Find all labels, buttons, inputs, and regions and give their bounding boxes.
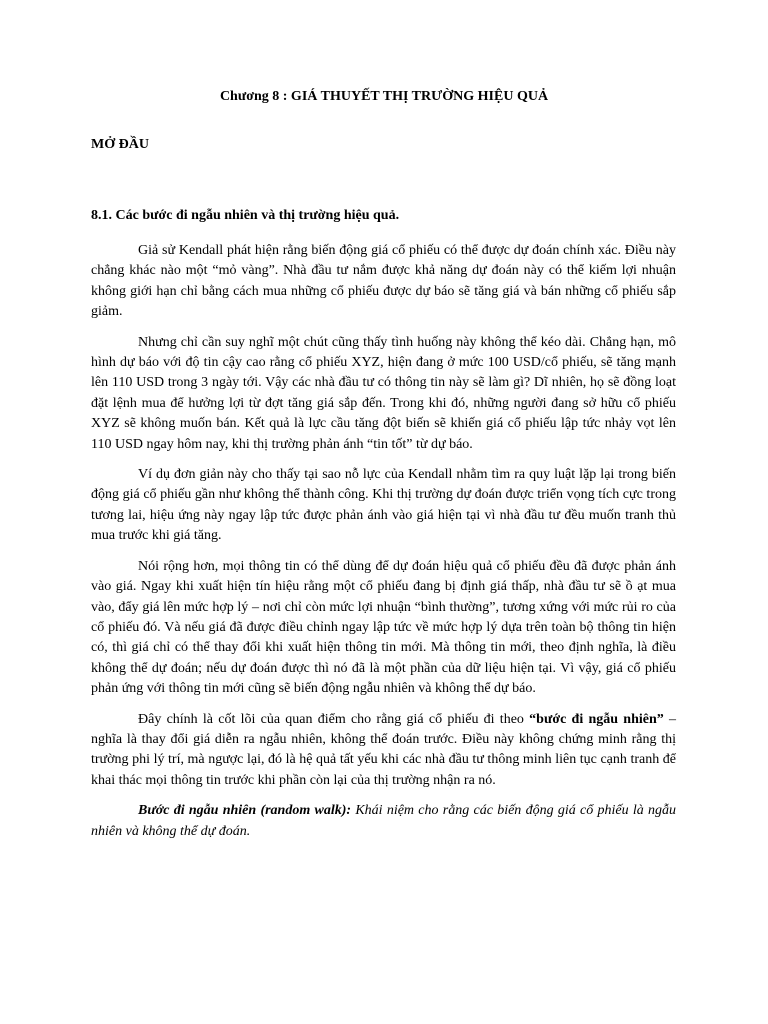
chapter-title: Chương 8 : GIÁ THUYẾT THỊ TRƯỜNG HIỆU QUẢ [219,89,549,104]
paragraph: Nhưng chỉ cần suy nghĩ một chút cũng thấy tình huống này không thể kéo dài. Chẳng hạn, mô hình dự báo với độ tin cậy cao rằng cổ phiếu XYZ, hiện đang ở mức 100 USD/cổ phiếu, sẽ tăng mạnh lên 110 USD trong 3 ngày tới. Vậy các nhà đầu tư có thông tin này sẽ làm gì? Dĩ nhiên, họ sẽ đồng loạt đặt lệnh mua để hưởng lợi từ đợt tăng giá sắp đến. Trong khi đó, những người đang sở hữu cổ phiếu XYZ sẽ không muốn bán. Kết quả là lực cầu tăng đột biến sẽ khiến giá cổ phiếu lập tức nhảy vọt lên 110 USD ngay hôm nay, khi thị trường phản ánh “tin tốt” từ dự báo. [91,334,676,452]
definition-paragraph [91,801,676,842]
paragraph-text: – nghĩa là thay đổi giá diễn ra ngẫu nhiên, không thể đoán trước. Điều này không chứng minh rằng thị trường phi lý trí, mà ngược lại, đó là hệ quả tất yếu khi các nhà đầu tư thông minh liên tục cạnh tranh để khai thác mọi thông tin trước khi phần còn lại của thị trường nhận ra nó. [91,711,676,788]
paragraph: Giả sử Kendall phát hiện rằng biến động giá cổ phiếu có thể được dự đoán chính xác. Điều này chẳng khác nào một “mỏ vàng”. Nhà đầu tư nắm được khả năng dự đoán này có thể kiếm lợi nhuận không giới hạn chỉ bằng cách mua những cổ phiếu được dự báo sẽ tăng giá và bán những cổ phiếu sắp giảm. [91,243,676,320]
paragraph-text: Đây chính là cốt lõi của quan điểm cho rằng giá cổ phiếu đi theo [138,711,530,727]
paragraph-random-walk [91,710,676,792]
body-text [91,241,676,842]
paragraph: Ví dụ đơn giản này cho thấy tại sao nỗ lực của Kendall nhằm tìm ra quy luật lặp lại trong biến động giá cổ phiếu gần như không thể thành công. Khi thị trường dự đoán được triển vọng tích cực trong tương lai, hiệu ứng này ngay lập tức được phản ánh vào giá hiện tại vì nhà đầu tư đều muốn tranh thủ mua trước khi giá tăng. [91,467,676,544]
intro-heading: MỞ ĐẦU [91,137,149,152]
paragraph: Nói rộng hơn, mọi thông tin có thể dùng để dự đoán hiệu quả cổ phiếu đều đã được phản ánh vào giá. Ngay khi xuất hiện tín hiệu rằng một cổ phiếu đang bị định giá thấp, nhà đầu tư sẽ ồ ạt mua vào, đẩy giá lên mức hợp lý – nơi chỉ còn mức lợi nhuận “bình thường”, tương xứng với mức rủi ro của cổ phiếu đó. Và nếu giá đã được điều chỉnh ngay lập tức về mức hợp lý dựa trên toàn bộ thông tin hiện có, thì giá chỉ có thể thay đổi khi xuất hiện thông tin mới. Mà thông tin mới, theo định nghĩa, là điều không thể dự đoán; nếu dự đoán được thì nó đã là một phần của dữ liệu hiện tại. Vì vậy, giá cổ phiếu phản ứng với thông tin mới cũng sẽ biến động ngẫu nhiên và không thể dự báo. [91,558,676,697]
definition-text: Khái niệm cho rằng các biến động giá cổ phiếu là ngẫu nhiên và không thể dự đoán. [91,803,677,839]
random-walk-term: “bước đi ngẫu nhiên” [529,711,664,727]
section-heading: 8.1. Các bước đi ngẫu nhiên và thị trường hiệu quả. [91,208,400,223]
definition-term: Bước đi ngẫu nhiên (random walk): [138,803,352,819]
